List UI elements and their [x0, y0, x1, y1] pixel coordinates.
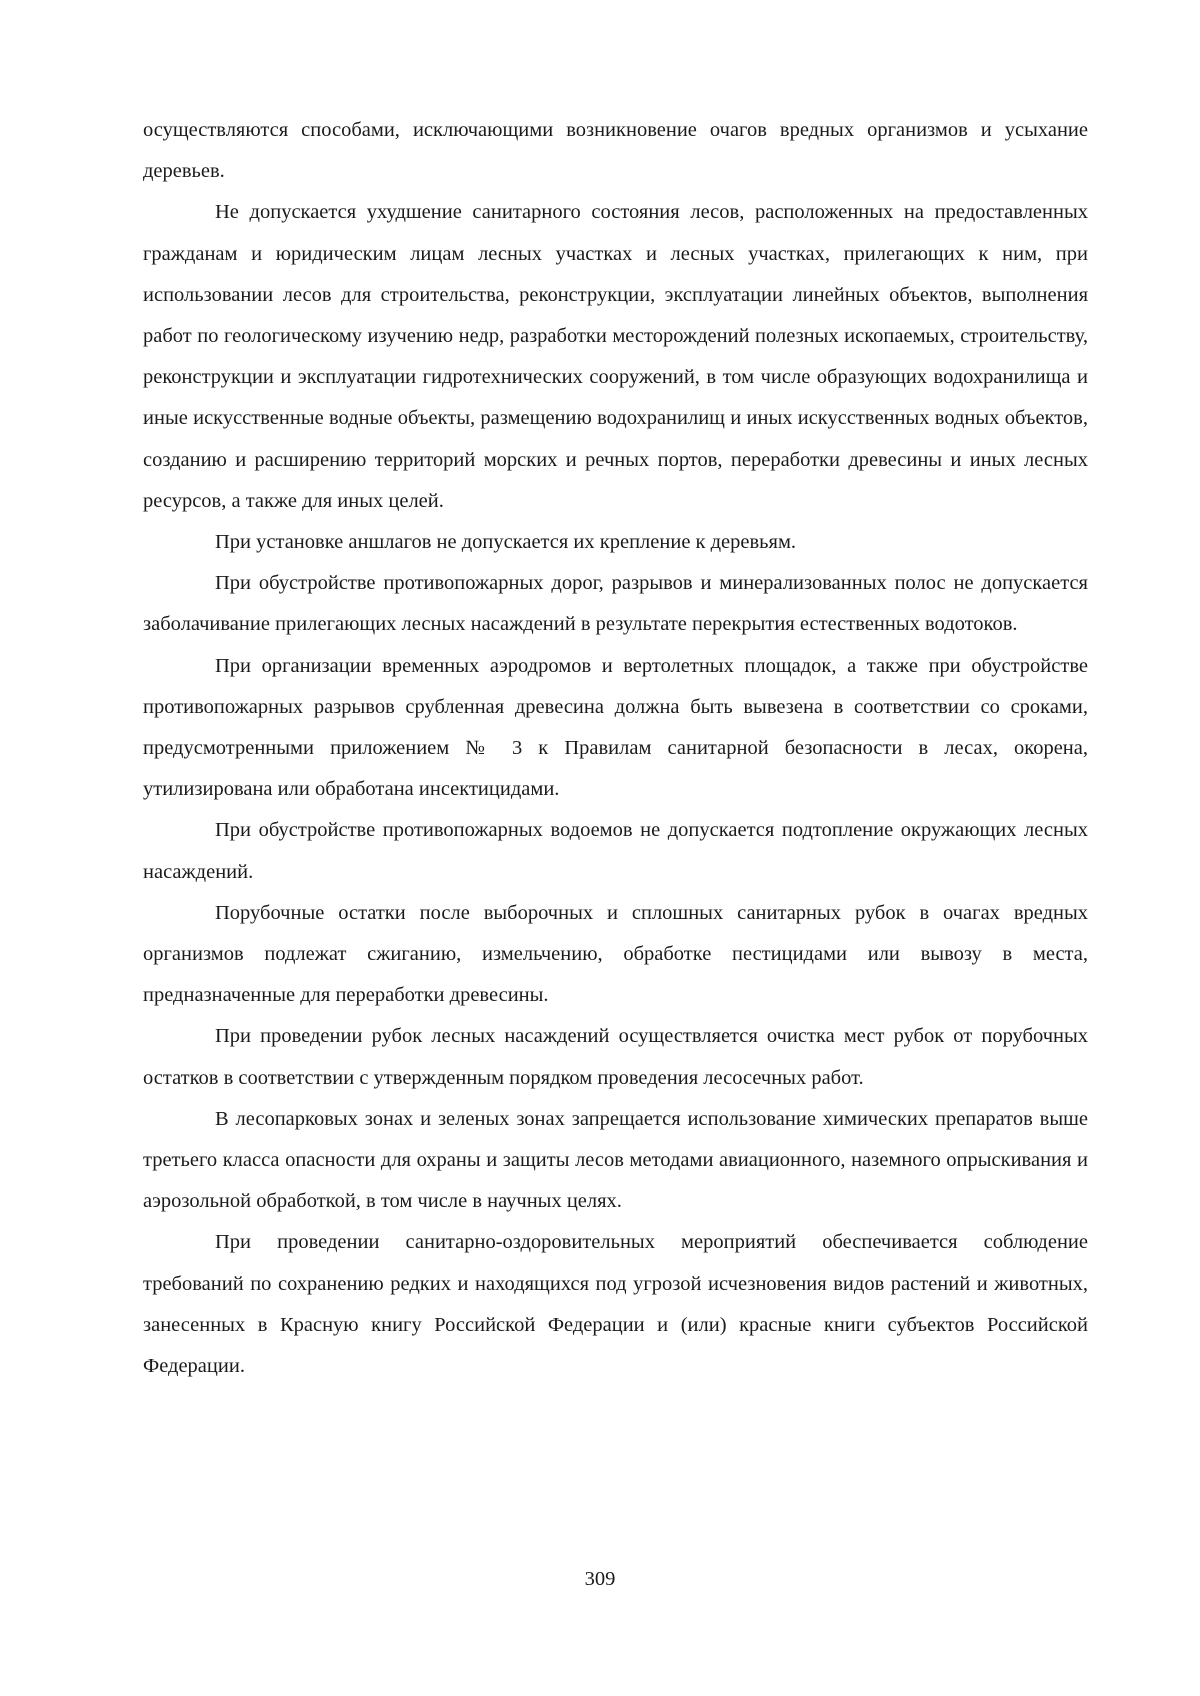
paragraph-continuation: осуществляются способами, исключающими возникновение очагов вредных организмов и усыхание деревьев.	[143, 119, 1088, 183]
paragraph: При проведении санитарно-оздоровительных мероприятий обеспечивается соблюдение требований по сохранению редких и находящихся под угрозой исчезновения видов растений и животных, занесенных в Красную книгу Российской Федерации и (или) красные книги субъектов Российской Федерации.	[143, 1231, 1088, 1378]
paragraph: При проведении рубок лесных насаждений осуществляется очистка мест рубок от порубочных остатков в соответствии с утвержденным порядком проведения лесосечных работ.	[143, 1025, 1088, 1089]
paragraph: Порубочные остатки после выборочных и сплошных санитарных рубок в очагах вредных организмов подлежат сжиганию, измельчению, обработке пестицидами или вывозу в места, предназначенные для переработки древесины.	[143, 901, 1088, 1007]
page-number: 309	[584, 1568, 616, 1590]
paragraph: Не допускается ухудшение санитарного состояния лесов, расположенных на предоставленных гражданам и юридическим лицам лесных участках и лесных участках, прилегающих к ним, при использовании лесов для строительства, реконструкции, эксплуатации линейных объектов, выполнения работ по геологическому изучению недр, разработки месторождений полезных ископаемых, строительству, реконструкции и эксплуатации гидротехнических сооружений, в том числе образующих водохранилища и иные искусственные водные объекты, размещению водохранилищ и иных искусственных водных объектов, созданию и расширению территорий морских и речных портов, переработки древесины и иных лесных ресурсов, а также для иных целей.	[143, 201, 1088, 512]
paragraph: При обустройстве противопожарных водоемов не допускается подтопление окружающих лесных насаждений.	[143, 819, 1088, 883]
paragraph: При организации временных аэродромов и вертолетных площадок, а также при обустройстве противопожарных разрывов срубленная древесина должна быть вывезена в соответствии со сроками, предусмотренными приложением № 3 к Правилам санитарной безопасности в лесах, окорена, утилизирована или обработана инсектицидами.	[143, 654, 1088, 801]
paragraph: При установке аншлагов не допускается их крепление к деревьям.	[215, 531, 797, 554]
body-text	[143, 110, 1088, 1387]
paragraph: При обустройстве противопожарных дорог, разрывов и минерализованных полос не допускается заболачивание прилегающих лесных насаждений в результате перекрытия естественных водотоков.	[143, 572, 1088, 636]
paragraph: В лесопарковых зонах и зеленых зонах запрещается использование химических препаратов выше третьего класса опасности для охраны и защиты лесов методами авиационного, наземного опрыскивания и аэрозольной обработкой, в том числе в научных целях.	[143, 1107, 1088, 1213]
